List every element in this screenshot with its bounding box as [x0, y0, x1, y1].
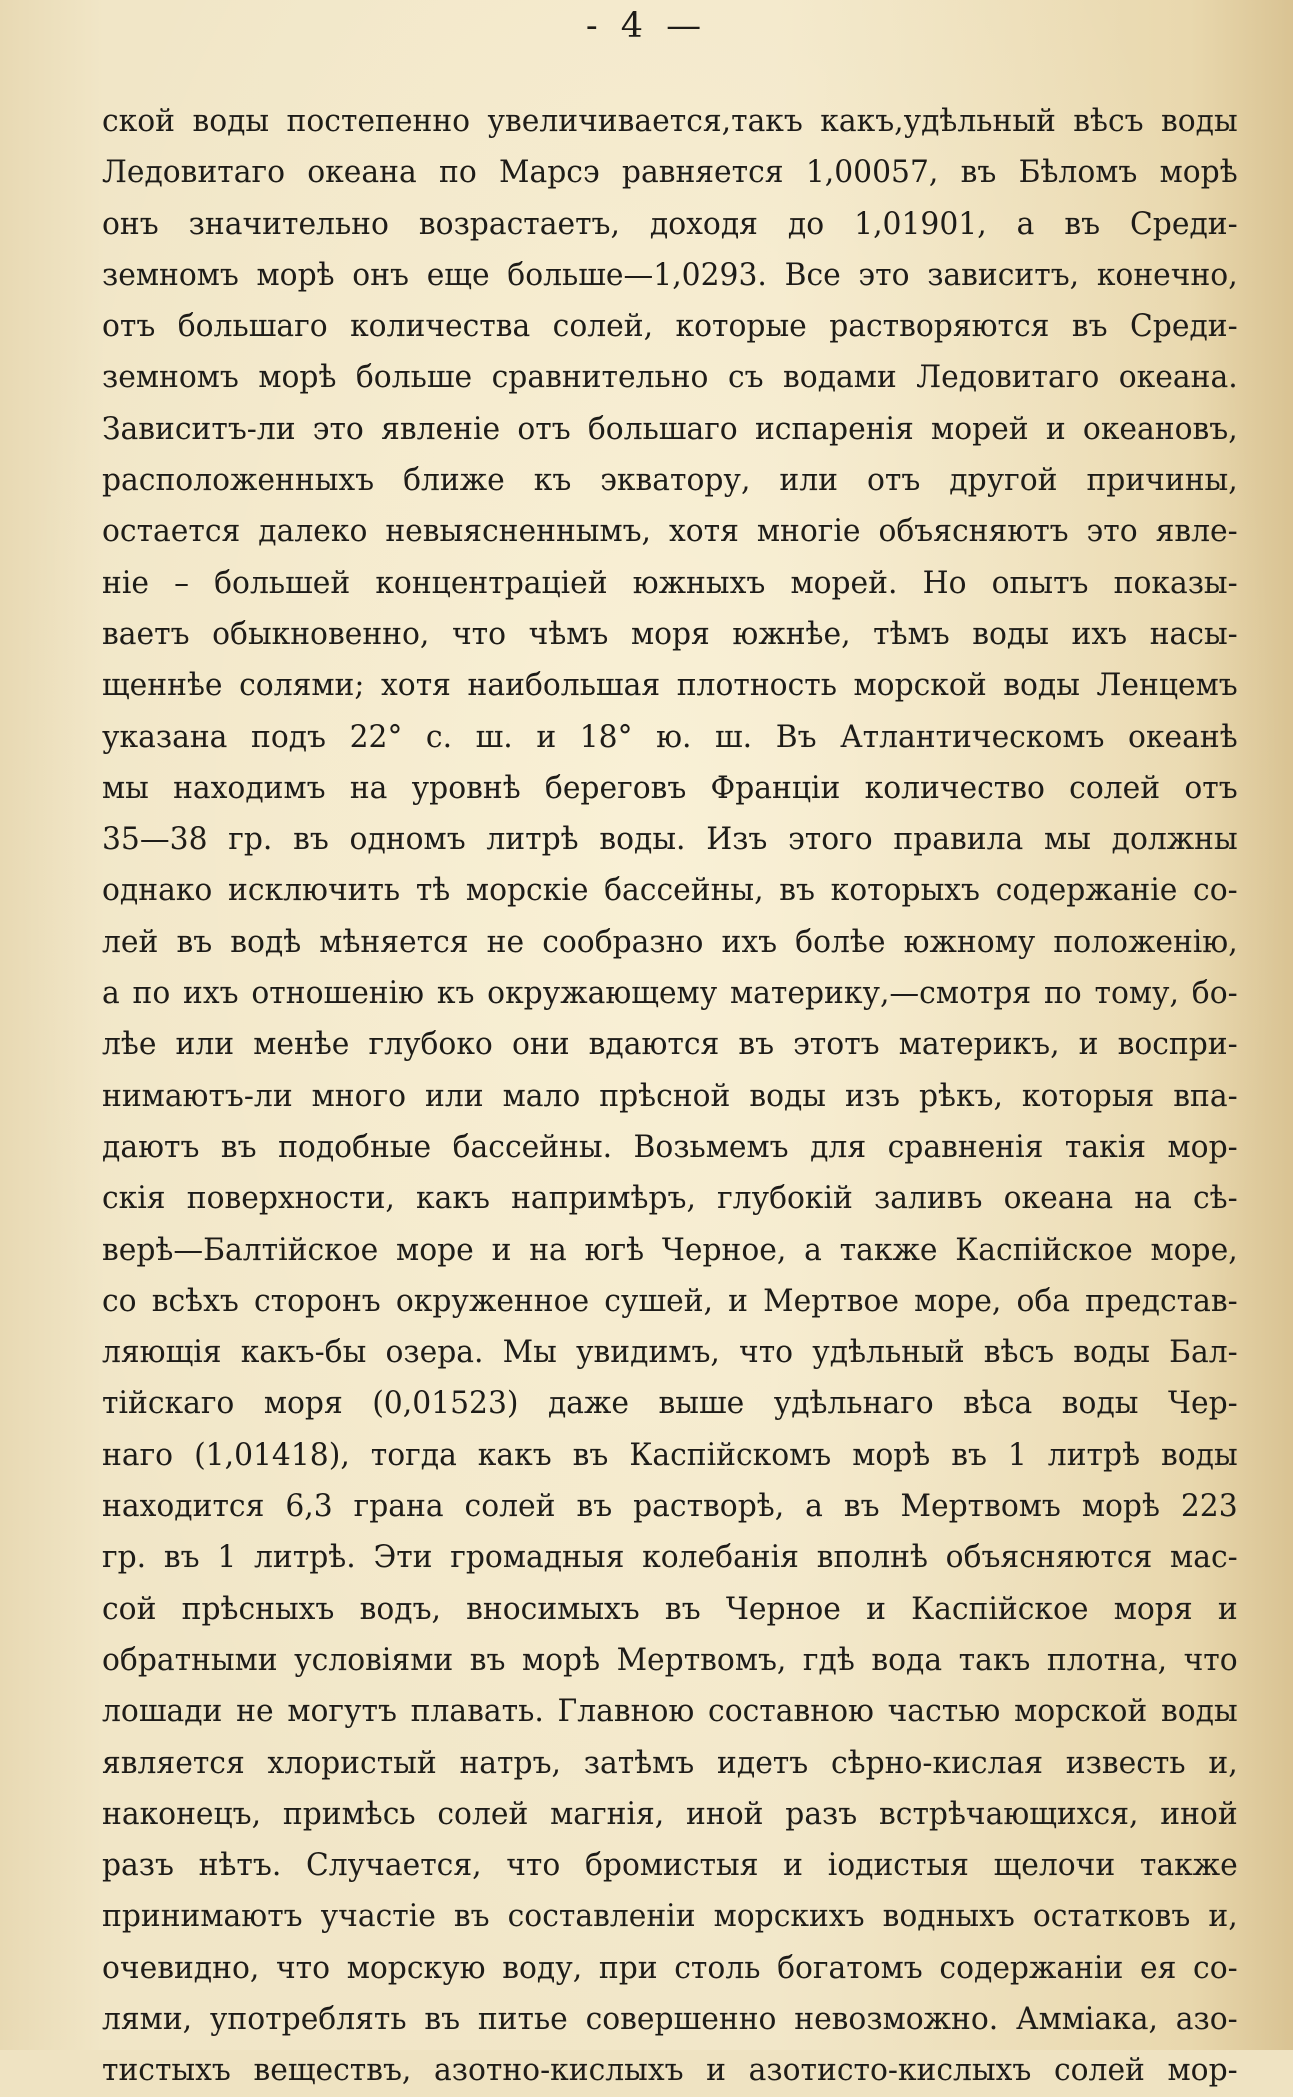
text-line: Зависитъ-ли это явленіе отъ большаго испаренія морей и океановъ, — [102, 410, 1238, 447]
text-line: расположенныхъ ближе къ экватору, или отъ другой причины, — [102, 462, 1238, 499]
text-line: земномъ морѣ больше сравнительно съ водами Ледовитаго океана. — [102, 359, 1238, 396]
text-line: является хлористый натръ, затѣмъ идетъ сѣрно-кислая известь и, — [102, 1744, 1238, 1781]
text-line: лями, употреблять въ питье совершенно невозможно. Амміака, азо- — [102, 2000, 1238, 2037]
text-line: указана подъ 22° с. ш. и 18° ю. ш. Въ Атлантическомъ океанѣ — [102, 718, 1238, 755]
text-line: даютъ въ подобные бассейны. Возьмемъ для сравненія такія мор- — [102, 1128, 1238, 1165]
text-line: находится 6,3 грана солей въ растворѣ, а въ Мертвомъ морѣ 223 — [102, 1488, 1238, 1525]
text-line: разъ нѣтъ. Случается, что бромистыя и іодистыя щелочи также — [102, 1847, 1238, 1884]
text-line: со всѣхъ сторонъ окруженное сушей, и Мертвое море, оба представ- — [102, 1282, 1238, 1319]
text-line: мы находимъ на уровнѣ береговъ Франціи количество солей отъ — [102, 769, 1238, 806]
text-line: а по ихъ отношенію къ окружающему материку,—смотря по тому, бо- — [102, 975, 1238, 1012]
page-number: - 4 — — [585, 6, 708, 46]
text-line: щеннѣе солями; хотя наибольшая плотность морской воды Ленцемъ — [102, 667, 1238, 704]
text-line: онъ значительно возрастаетъ, доходя до 1,01901, а въ Среди- — [102, 205, 1238, 242]
text-line: остается далеко невыясненнымъ, хотя многіе объясняютъ это явле- — [102, 513, 1238, 550]
text-line: лѣе или менѣе глубоко они вдаются въ этотъ материкъ, и воспри- — [102, 1026, 1238, 1063]
text-line: Ледовитаго океана по Марсэ равняется 1,00057, въ Бѣломъ морѣ — [102, 154, 1238, 191]
text-line: лошади не могутъ плавать. Главною составною частью морской воды — [102, 1693, 1238, 1730]
text-line: ніе – большей концентраціей южныхъ морей. Но опытъ показы- — [102, 564, 1238, 601]
text-line: тистыхъ веществъ, азотно-кислыхъ и азотисто-кислыхъ солей мор- — [102, 2052, 1238, 2089]
text-line: обратными условіями въ морѣ Мертвомъ, гдѣ вода такъ плотна, что — [102, 1641, 1238, 1678]
text-line: 35—38 гр. въ одномъ литрѣ воды. Изъ этого правила мы должны — [102, 821, 1238, 858]
text-line: наконецъ, примѣсь солей магнія, иной разъ встрѣчающихся, иной — [102, 1795, 1238, 1832]
text-line: сой прѣсныхъ водъ, вносимыхъ въ Черное и Каспійское моря и — [102, 1590, 1238, 1627]
text-line: ляющія какъ-бы озера. Мы увидимъ, что удѣльный вѣсъ воды Бал- — [102, 1334, 1238, 1371]
text-line: тійскаго моря (0,01523) даже выше удѣльнаго вѣса воды Чер- — [102, 1385, 1238, 1422]
text-line: верѣ—Балтійское море и на югѣ Черное, а также Каспійское море, — [102, 1231, 1238, 1268]
text-line: очевидно, что морскую воду, при столь богатомъ содержаніи ея со- — [102, 1949, 1238, 1986]
text-line: наго (1,01418), тогда какъ въ Каспійскомъ морѣ въ 1 литрѣ воды — [102, 1436, 1238, 1473]
body-text — [102, 96, 1238, 2097]
text-line: скія поверхности, какъ напримѣръ, глубокій заливъ океана на сѣ- — [102, 1180, 1238, 1217]
text-line: принимаютъ участіе въ составленіи морскихъ водныхъ остатковъ и, — [102, 1898, 1238, 1935]
text-line: нимаютъ-ли много или мало прѣсной воды изъ рѣкъ, которыя впа- — [102, 1077, 1238, 1114]
text-line: ской воды постепенно увеличивается,такъ какъ,удѣльный вѣсъ воды — [102, 103, 1238, 139]
text-line: ваетъ обыкновенно, что чѣмъ моря южнѣе, тѣмъ воды ихъ насы- — [102, 615, 1238, 652]
text-line: лей въ водѣ мѣняется не сообразно ихъ болѣе южному положенію, — [102, 923, 1238, 960]
text-line: гр. въ 1 литрѣ. Эти громадныя колебанія вполнѣ объясняются мас- — [102, 1539, 1238, 1576]
text-line: отъ большаго количества солей, которые растворяются въ Среди- — [102, 308, 1238, 345]
text-line: однако исключить тѣ морскіе бассейны, въ которыхъ содержаніе со- — [102, 872, 1238, 909]
text-line: земномъ морѣ онъ еще больше—1,0293. Все это зависитъ, конечно, — [102, 256, 1238, 293]
